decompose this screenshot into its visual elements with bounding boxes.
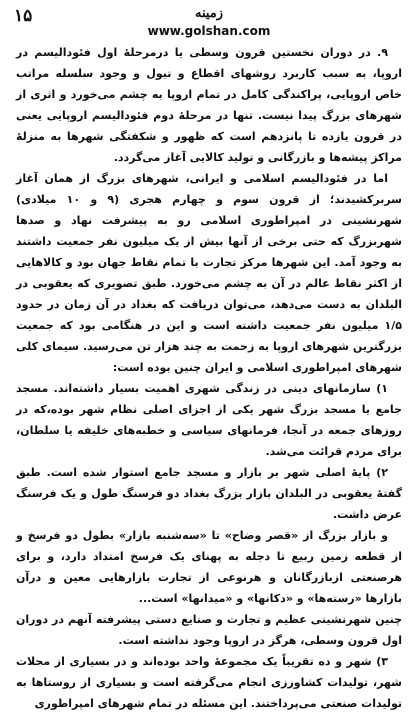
site-url: www.golshan.com — [147, 24, 271, 38]
running-title: زمینه — [194, 6, 224, 21]
paragraph-point-3: ۳) شهر و ده تقریباً یک مجموعهٔ واحد بوده‌اند و در بسیاری از محلات شهر، تولیدات کشاورزی انجام می‌گرفته است و بسیاری از روستاها به تولیدات صنعتی می‌پرداختند. این مسئله در تمام شهرهای امپراطوری — [16, 655, 402, 710]
paragraph-9: ۹. در دوران نخستین قرون وسطی یا درمرحلهٔ اول فئودالیسم در اروپا، به سبب کاربرد روشهای اقطاع و تیول و وجود سلسله مراتب خاص اروپایی، پراکندگی کامل در تمام اروپا به چشم می‌خورد و اثری از شهرهای بزرگ پیدا نیست. تنها در مرحلهٔ دوم فئودالیسم اروپایی یعنی در قرون یازده تا پانزدهم است که ظهور و شکفتگی شهرها به منزلهٔ مراکز پیشه‌ها و بازرگانی و تولید کالایی آغاز می‌گردد. — [16, 46, 402, 164]
body-text — [16, 42, 402, 714]
paragraph-islamic-cities: اما در فئودالیسم اسلامی و ایرانی، شهرهای بزرگ از همان آغاز سربرکشیدند؛ از قرون سوم و چهارم هجری (۹ و ۱۰ میلادی) شهرنشینی در امپراطوری اسلامی رو به پیشرفت نهاد و صدها شهربزرگ که حتی برخی از آنها بیش از یک میلیون نفر جمعیت داشتند به وجود آمد. این شهرها مرکز تجارت با تمام نقاط جهان بود و کالاهایی از اکثر نقاط عالم در آن به چشم می‌خورد. طبق تصویری که یعقوبی در البلدان به دست می‌دهد، می‌توان دریافت که بغداد در آن زمان در حدود ۱/۵ میلیون نفر جمعیت داشته است و این در هنگامی بود که جمعیت بزرگترین شهرهای اروپا به زحمت به چند هزار تن می‌رسید. سیمای کلی شهرهای امپراطوری اسلامی و ایران چنین بوده است: — [16, 172, 402, 374]
paragraph-point-2: ۲) پایهٔ اصلی شهر بر بازار و مسجد جامع استوار شده است. طبق گفتهٔ یعقوبی در البلدان بازار بزرگ بغداد دو فرسنگ طول و یک فرسنگ عرض داشت. — [16, 466, 402, 521]
page-number: ۱۵ — [14, 6, 33, 26]
paragraph-point-1: ۱) سازمانهای دینی در زندگی شهری اهمیت بسیار داشته‌اند. مسجد جامع یا مسجد بزرگ شهر یکی از اجزای اصلی نظام شهر بوده،که در روزهای جمعه در آنجا، فرمانهای سیاسی و خطبه‌های خلیفه یا سلطان، برای مردم قرائت می‌شد. — [16, 382, 402, 458]
paragraph-comparison: چنین شهرنشینی عظیم و تجارت و صنایع دستی پیشرفته آنهم در دوران اول قرون وسطی، هرگز در اروپا وجود نداشته است. — [16, 613, 402, 647]
page-header — [0, 4, 418, 44]
quotation-yaqubi: و بازار بزرگ از «قصر وضاح» تا «سه‌شنبه بازار» بطول دو فرسخ و از قطعه زمین ربیع تا دجله به پهنای یک فرسخ امتداد دارد، و برای هرصنعتی ازبازرگانان و هرنوعی از تجارت بازارهایی معین و درآن بازارها «رسته‌ها» و «دکانها» و «میدانها» است... — [16, 529, 402, 605]
